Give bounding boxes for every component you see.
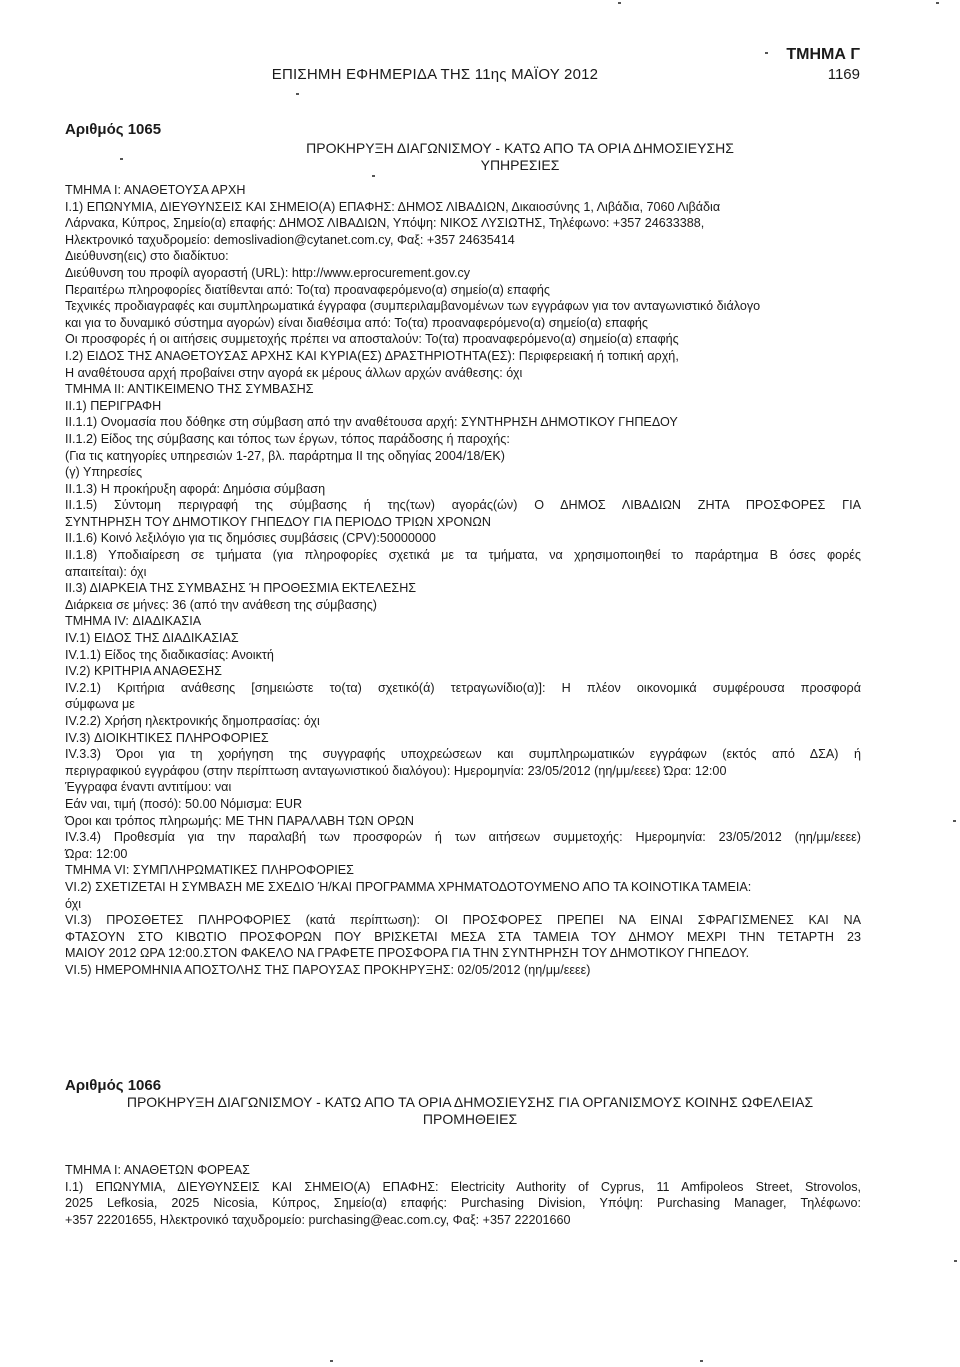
notice-title-line1: ΠΡΟΚΗΡΥΞΗ ΔΙΑΓΩΝΙΣΜΟΥ - ΚΑΤΩ ΑΠΟ ΤΑ ΟΡΙΑ ΔΗΜΟΣΙΕΥΣΗΣ ΓΙΑ ΟΡΓΑΝΙΣΜΟΥΣ ΚΟΙΝΗΣ ΩΦΕΛΕΙΑΣ — [126, 1094, 814, 1110]
body-line: ΤΜΗΜΑ ΙΙ: ΑΝΤΙΚΕΙΜΕΝΟ ΤΗΣ ΣΥΜΒΑΣΗΣ — [65, 382, 314, 397]
scan-speck — [953, 820, 956, 822]
body-line: IV.3.3) Όροι για τη χορήγηση της συγγραφής υποχρεώσεων και συμπληρωματικών εγγράφων (εκτός από ΔΣΑ) ή — [65, 747, 861, 762]
body-line: Ώρα: 12:00 — [65, 846, 128, 861]
body-line: ΙΙ.1.2) Είδος της σύμβασης και τόπος των έργων, τόπος παράδοσης ή παροχής: — [65, 431, 510, 446]
scan-speck — [954, 1260, 957, 1262]
body-line: Όροι και τρόπος πληρωμής: ΜΕ ΤΗΝ ΠΑΡΑΛΑΒΗ ΤΩΝ ΟΡΩΝ — [65, 813, 414, 828]
body-line: IV.1.1) Είδος της διαδικασίας: Ανοικτή — [65, 647, 274, 662]
body-line: IV.1) ΕΙΔΟΣ ΤΗΣ ΔΙΑΔΙΚΑΣΙΑΣ — [65, 631, 239, 646]
body-line: VI.5) ΗΜΕΡΟΜΗΝΙΑ ΑΠΟΣΤΟΛΗΣ ΤΗΣ ΠΑΡΟΥΣΑΣ ΠΡΟΚΗΡΥΞΗΣ: 02/05/2012 (ηη/μμ/εεεε) — [65, 962, 591, 977]
body-line: ΙΙ.1.3) Η προκήρυξη αφορά: Δημόσια σύμβαση — [65, 481, 326, 496]
body-line: ΙΙ.1) ΠΕΡΙΓΡΑΦΗ — [65, 398, 162, 413]
body-line: ΦΤΑΣΟΥΝ ΣΤΟ ΚΙΒΩΤΙΟ ΠΡΟΣΦΟΡΩΝ ΠΟΥ ΒΡΙΣΚΕΤΑΙ ΜΕΣΑ ΣΤΑ ΤΑΜΕΙΑ ΤΟΥ ΔΗΜΟΥ ΜΕΧΡΙ ΤΗΝ ΤΕΤΑΡΤΗ 23 — [65, 929, 861, 944]
notice-body — [65, 182, 861, 979]
body-line: Λάρνακα, Κύπρος, Σημείο(α) επαφής: ΔΗΜΟΣ ΛΙΒΑΔΙΩΝ, Υπόψη: ΝΙΚΟΣ ΛΥΣΙΩΤΗΣ, Τηλέφωνο: +357 24633388, — [65, 216, 705, 231]
body-line: ΙΙ.1.8) Υποδιαίρεση σε τμήματα (για πληροφορίες σχετικά με τα τμήματα, να χρησιμοποιηθεί το παράρτημα Β όσες φορές — [65, 548, 861, 563]
scan-speck — [700, 1360, 703, 1362]
body-line: VI.3) ΠΡΟΣΘΕΤΕΣ ΠΛΗΡΟΦΟΡΙΕΣ (κατά περίπτωση): ΟΙ ΠΡΟΣΦΟΡΕΣ ΠΡΕΠΕΙ ΝΑ ΕΙΝΑΙ ΣΦΡΑΓΙΣΜΕΝΕΣ ΚΑΙ ΝΑ — [65, 913, 861, 928]
body-line: IV.2.1) Κριτήρια ανάθεσης [σημειώστε το(τα) σχετικό(ά) τετραγωνίδιο(α)]: Η πλέον οικονομικά συμφέρουσα προσφορά — [65, 680, 861, 695]
body-line: Οι προσφορές ή οι αιτήσεις συμμετοχής πρέπει να αποσταλούν: Το(τα) προαναφερόμενο(α) σημείο(α) επαφής — [65, 332, 679, 347]
notice-body — [65, 1162, 861, 1228]
body-line: απαιτείται): όχι — [65, 564, 147, 579]
body-line: και για το δυναμικό σύστημα αγορών) είναι διαθέσιμα από: Το(τα) προαναφερόμενο(α) σημείο(α) επαφής — [65, 315, 648, 330]
body-line: Τεχνικές προδιαγραφές και συμπληρωματικά έγγραφα (συμπεριλαμβανομένων των εγγράφων για τον ανταγωνιστικό διάλογο — [65, 299, 761, 314]
scan-speck — [330, 1360, 333, 1362]
body-line: IV.2.2) Χρήση ηλεκτρονικής δημοπρασίας: όχι — [65, 714, 320, 728]
scan-speck — [618, 2, 621, 4]
notice-title-line2: ΥΠΗΡΕΣΙΕΣ — [480, 157, 560, 173]
body-line: ΙΙ.3) ΔΙΑΡΚΕΙΑ ΤΗΣ ΣΥΜΒΑΣΗΣ Ή ΠΡΟΘΕΣΜΙΑ ΕΚΤΕΛΕΣΗΣ — [65, 581, 417, 596]
notice-title-line1: ΠΡΟΚΗΡΥΞΗ ΔΙΑΓΩΝΙΣΜΟΥ - ΚΑΤΩ ΑΠΟ ΤΑ ΟΡΙΑ ΔΗΜΟΣΙΕΥΣΗΣ — [306, 140, 734, 156]
scan-speck — [765, 52, 768, 54]
body-line: IV.3.4) Προθεσμία για την παραλαβή των προσφορών ή των αιτήσεων συμμετοχής: Ημερομηνία: 23/05/2012 (ηη/μμ/εεεε) — [65, 830, 861, 845]
body-line: VI.2) ΣΧΕΤΙΖΕΤΑΙ Η ΣΥΜΒΑΣΗ ΜΕ ΣΧΕΔΙΟ Ή/ΚΑΙ ΠΡΟΓΡΑΜΜΑ ΧΡΗΜΑΤΟΔΟΤΟΥΜΕΝΟ ΑΠΟ ΤΑ ΚΟΙΝΟΤΙΚΑ ΤΑΜΕΙΑ: — [65, 879, 752, 894]
body-line: Ηλεκτρονικό ταχυδρομείο: demoslivadion@cytanet.com.cy, Φαξ: +357 24635414 — [65, 232, 515, 247]
body-line: 2025 Lefkosia, 2025 Nicosia, Κύπρος, Σημείο(α) επαφής: Purchasing Division, Υπόψη: Purchasing Manager, Τηλέφωνο: — [65, 1196, 861, 1211]
body-line: όχι — [65, 896, 82, 911]
body-line: Διάρκεια σε μήνες: 36 (από την ανάθεση της σύμβασης) — [65, 597, 377, 612]
body-line: ΜΑΙΟΥ 2012 ΩΡΑ 12:00.ΣΤΟΝ ΦΑΚΕΛΟ ΝΑ ΓΡΑΦΕΤΕ ΠΡΟΣΦΟΡΑ ΓΙΑ ΤΗΝ ΣΥΝΤΗΡΗΣΗ ΤΟΥ ΔΗΜΟΤΙΚΟΥ ΓΗΠΕΔΟΥ. — [65, 946, 750, 961]
body-line: Διεύθυνση του προφίλ αγοραστή (URL): http://www.eprocurement.gov.cy — [65, 265, 471, 280]
body-line: ΙΙ.1.1) Ονομασία που δόθηκε στη σύμβαση από την αναθέτουσα αρχή: ΣΥΝΤΗΡΗΣΗ ΔΗΜΟΤΙΚΟΥ ΓΗΠΕΔΟΥ — [65, 415, 678, 430]
body-line: (γ) Υπηρεσίες — [65, 465, 143, 480]
body-line: ΤΜΗΜΑ Ι: ΑΝΑΘΕΤΩΝ ΦΟΡΕΑΣ — [65, 1163, 250, 1177]
gazette-title: ΕΠΙΣΗΜΗ ΕΦΗΜΕΡΙΔΑ ΤΗΣ 11ης ΜΑΪΟΥ 2012 — [271, 66, 599, 83]
scan-speck — [296, 93, 299, 95]
body-line: Ι.1) ΕΠΩΝΥΜΙΑ, ΔΙΕΥΘΥΝΣΕΙΣ ΚΑΙ ΣΗΜΕΙΟ(Α) ΕΠΑΦΗΣ: Electricity Authority of Cyprus, 11 Amfipoleos Street, Strovolos, — [65, 1179, 861, 1194]
body-line: Ι.1) ΕΠΩΝΥΜΙΑ, ΔΙΕΥΘΥΝΣΕΙΣ ΚΑΙ ΣΗΜΕΙΟ(Α) ΕΠΑΦΗΣ: ΔΗΜΟΣ ΛΙΒΑΔΙΩΝ, Δικαιοσύνης 1, Λιβάδια, 7060 Λιβάδια — [65, 199, 721, 214]
notice-title-line2: ΠΡΟΜΗΘΕΙΕΣ — [422, 1111, 518, 1127]
body-line: σύμφωνα με — [65, 697, 135, 712]
body-line: IV.2) ΚΡΙΤΗΡΙΑ ΑΝΑΘΕΣΗΣ — [65, 664, 222, 679]
body-line: Ι.2) ΕΙΔΟΣ ΤΗΣ ΑΝΑΘΕΤΟΥΣΑΣ ΑΡΧΗΣ ΚΑΙ ΚΥΡΙΑ(ΕΣ) ΔΡΑΣΤΗΡΙΟΤΗΤΑ(ΕΣ): Περιφερειακή ή τοπική αρχή, — [65, 348, 679, 363]
body-line: +357 22201655, Ηλεκτρονικό ταχυδρομείο: purchasing@eac.com.cy, Φαξ: +357 22201660 — [65, 1212, 571, 1227]
section-heading: ΤΜΗΜΑ Γ — [786, 46, 860, 63]
notice-number: Αριθμός 1066 — [65, 1077, 162, 1094]
notice-number: Αριθμός 1065 — [65, 121, 162, 138]
body-line: Έγγραφα έναντι αντιτίμου: ναι — [65, 780, 232, 795]
scan-speck — [936, 2, 939, 4]
body-line: IV.3) ΔΙΟΙΚΗΤΙΚΕΣ ΠΛΗΡΟΦΟΡΙΕΣ — [65, 730, 269, 745]
scan-speck — [372, 175, 375, 177]
body-line: Η αναθέτουσα αρχή προβαίνει στην αγορά εκ μέρους άλλων αρχών ανάθεσης: όχι — [65, 365, 523, 380]
body-line: Διεύθυνση(εις) στο διαδίκτυο: — [65, 249, 229, 264]
scan-speck — [120, 158, 123, 160]
body-line: (Για τις κατηγορίες υπηρεσιών 1-27, βλ. παράρτημα ΙΙ της οδηγίας 2004/18/ΕΚ) — [65, 448, 505, 463]
body-line: περιγραφικού εγγράφου (στην περίπτωση ανταγωνιστικού διαλόγου): Ημερομηνία: 23/05/2012 (ηη/μμ/εεεε) Ώρα: 12:00 — [65, 763, 727, 778]
body-line: ΤΜΗΜΑ ΙV: ΔΙΑΔΙΚΑΣΙΑ — [65, 614, 202, 629]
body-line: ΙΙ.1.6) Κοινό λεξιλόγιο για τις δημόσιες συμβάσεις (CPV):50000000 — [65, 531, 436, 546]
page-number: 1169 — [827, 66, 860, 83]
body-line: Περαιτέρω πληροφορίες διατίθενται από: Το(τα) προαναφερόμενο(α) σημείο(α) επαφής — [65, 282, 550, 297]
body-line: ΙΙ.1.5) Σύντομη περιγραφή της σύμβασης ή της(των) αγοράς(ών) Ο ΔΗΜΟΣ ΛΙΒΑΔΙΩΝ ΖΗΤΑ ΠΡΟΣΦΟΡΕΣ ΓΙΑ — [65, 498, 861, 513]
body-line: ΤΜΗΜΑ Ι: ΑΝΑΘΕΤΟΥΣΑ ΑΡΧΗ — [65, 183, 246, 197]
body-line: ΤΜΗΜΑ VI: ΣΥΜΠΛΗΡΩΜΑΤΙΚΕΣ ΠΛΗΡΟΦΟΡΙΕΣ — [65, 863, 354, 878]
body-line: ΣΥΝΤΗΡΗΣΗ ΤΟΥ ΔΗΜΟΤΙΚΟΥ ΓΗΠΕΔΟΥ ΓΙΑ ΠΕΡΙΟΔΟ ΤΡΙΩΝ ΧΡΟΝΩΝ — [65, 514, 491, 529]
body-line: Εάν ναι, τιμή (ποσό): 50.00 Νόμισμα: EUR — [65, 796, 303, 811]
